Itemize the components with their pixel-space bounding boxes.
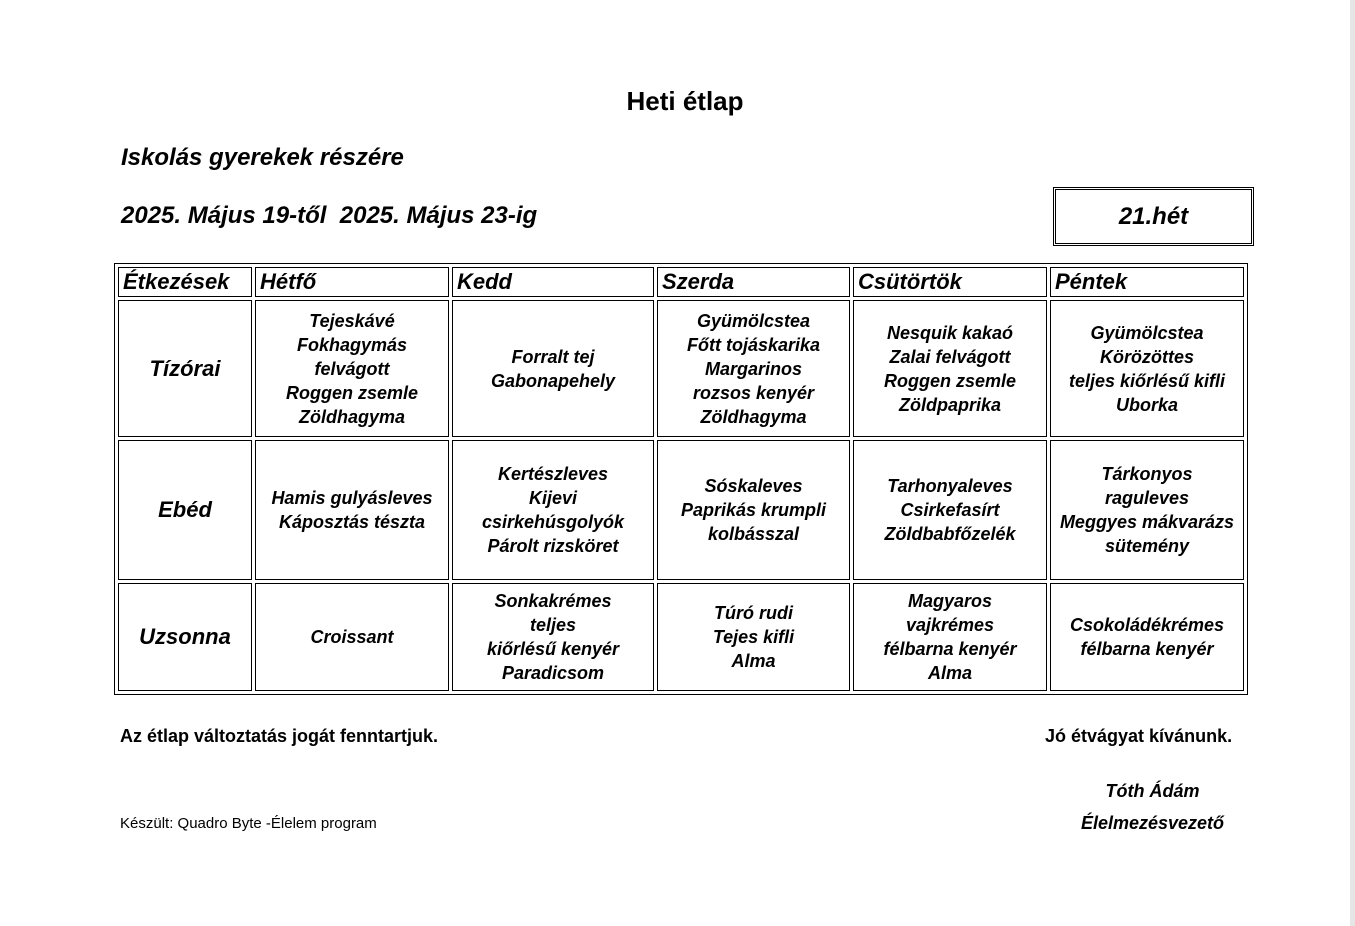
dish-cell-tuesday xyxy=(452,440,654,580)
dish-line: Párolt rizsköret xyxy=(487,536,619,556)
dish-line: Zöldbabfőzelék xyxy=(884,524,1016,544)
dish-line: Túró rudi xyxy=(714,603,793,623)
dish-line: Forralt tej xyxy=(511,346,595,367)
week-number: 21.hét xyxy=(1118,202,1189,230)
dish-line: félbarna kenyér xyxy=(883,639,1017,659)
dish-cell-friday xyxy=(1050,440,1244,580)
dish-line: raguleves xyxy=(1104,488,1190,508)
signature-role: Élelmezésvezető xyxy=(1080,813,1225,833)
table-row xyxy=(118,440,1244,580)
dish-cell-thursday xyxy=(853,583,1047,691)
dish-cell-tuesday xyxy=(452,300,654,437)
dish-line: Főtt tojáskarika xyxy=(686,334,821,355)
col-header-meal: Étkezések xyxy=(118,267,252,297)
dish-cell-thursday xyxy=(853,300,1047,437)
dish-line: Zalai felvágott xyxy=(889,346,1011,367)
dish-line: kolbásszal xyxy=(707,524,800,544)
header-row xyxy=(118,267,1244,297)
dish-line: Kertészleves xyxy=(497,464,609,484)
bon-appetit-note: Jó étvágyat kívánunk. xyxy=(1045,726,1233,746)
page-edge xyxy=(1350,0,1355,926)
meal-name-cell: Tízórai xyxy=(118,300,252,437)
meal-name-cell: Uzsonna xyxy=(118,583,252,691)
col-header-friday: Péntek xyxy=(1050,267,1244,297)
meal-name-cell: Ebéd xyxy=(118,440,252,580)
dish-cell-monday xyxy=(255,300,449,437)
dish-line: Fokhagymás xyxy=(296,334,408,355)
dish-line: Káposztás tészta xyxy=(278,512,426,532)
footer-credit: Készült: Quadro Byte -Élelem program xyxy=(120,815,377,832)
page-subtitle: Iskolás gyerekek részére xyxy=(121,144,404,171)
dish-line: Paradicsom xyxy=(501,663,605,683)
dish-cell-monday xyxy=(255,583,449,691)
dish-line: Zöldpaprika xyxy=(898,394,1001,415)
dish-line: felvágott xyxy=(314,358,390,379)
dish-line: Tejeskávé xyxy=(309,310,395,331)
col-header-thursday: Csütörtök xyxy=(853,267,1047,297)
dish-line: Uborka xyxy=(1115,394,1178,415)
dish-cell-friday xyxy=(1050,300,1244,437)
dish-line: csirkehúsgolyók xyxy=(481,512,625,532)
dish-line: Alma xyxy=(927,663,972,683)
dish-line: Roggen zsemle xyxy=(285,382,419,403)
date-range: 2025. Május 19-től 2025. Május 23-ig xyxy=(121,202,538,229)
dish-line: kiőrlésű kenyér xyxy=(486,639,620,659)
signature-name: Tóth Ádám xyxy=(1105,781,1200,801)
dish-line: Nesquik kakaó xyxy=(886,322,1014,343)
dish-line: Alma xyxy=(731,651,776,671)
dish-line: teljes kiőrlésű kifli xyxy=(1068,370,1226,391)
dish-line: Körözöttes xyxy=(1100,346,1194,367)
menu-table xyxy=(114,263,1248,695)
dish-cell-monday xyxy=(255,440,449,580)
dish-cell-wednesday xyxy=(657,440,850,580)
dish-line: Csirkefasírt xyxy=(900,500,1000,520)
col-header-wednesday: Szerda xyxy=(657,267,850,297)
dish-line: Gyümölcstea xyxy=(696,310,811,331)
dish-cell-tuesday xyxy=(452,583,654,691)
col-header-tuesday: Kedd xyxy=(452,267,654,297)
dish-cell-wednesday xyxy=(657,300,850,437)
dish-line: Magyaros xyxy=(907,591,993,611)
dish-line: rozsos kenyér xyxy=(692,382,815,403)
col-header-monday: Hétfő xyxy=(255,267,449,297)
dish-cell-friday xyxy=(1050,583,1244,691)
dish-line: Paprikás krumpli xyxy=(680,500,827,520)
table-row xyxy=(118,583,1244,691)
dish-line: Zöldhagyma xyxy=(298,406,405,427)
dish-line: Margarinos xyxy=(704,358,803,379)
dish-line: Csokoládékrémes xyxy=(1069,615,1225,635)
dish-line: Hamis gulyásleves xyxy=(271,488,433,508)
disclaimer-note: Az étlap változtatás jogát fenntartjuk. xyxy=(120,726,439,746)
dish-line: Meggyes mákvarázs xyxy=(1059,512,1235,532)
week-number-box xyxy=(1053,187,1254,246)
dish-cell-wednesday xyxy=(657,583,850,691)
dish-line: Tejes kifli xyxy=(712,627,795,647)
dish-line: félbarna kenyér xyxy=(1080,639,1214,659)
dish-line: Croissant xyxy=(310,627,394,647)
dish-line: Roggen zsemle xyxy=(883,370,1017,391)
dish-line: Kijevi xyxy=(528,488,578,508)
dish-line: Tárkonyos xyxy=(1101,464,1193,484)
dish-line: Zöldhagyma xyxy=(700,406,807,427)
dish-line: Sonkakrémes xyxy=(494,591,612,611)
dish-line: sütemény xyxy=(1104,536,1190,556)
table-row xyxy=(118,300,1244,437)
dish-line: Gabonapehely xyxy=(490,370,616,391)
page-title: Heti étlap xyxy=(626,86,744,116)
dish-line: vajkrémes xyxy=(905,615,995,635)
dish-line: teljes xyxy=(529,615,577,635)
dish-cell-thursday xyxy=(853,440,1047,580)
dish-line: Gyümölcstea xyxy=(1090,322,1204,343)
dish-line: Tarhonyaleves xyxy=(887,476,1013,496)
dish-line: Sóskaleves xyxy=(704,476,803,496)
